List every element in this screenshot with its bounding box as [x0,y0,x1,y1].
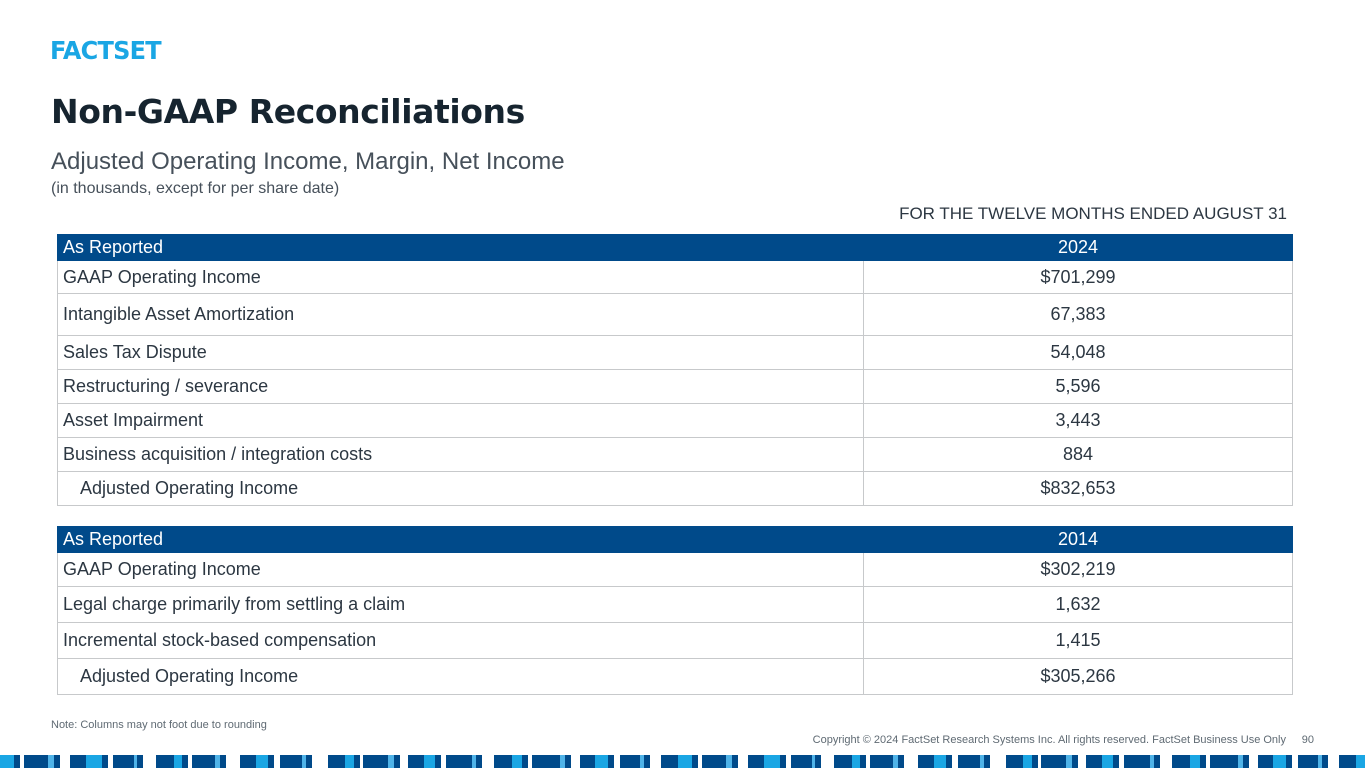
row-value: 884 [864,438,1293,472]
footer-stripe-segment [215,755,220,768]
row-value: 1,632 [864,587,1293,623]
row-value: $832,653 [864,472,1293,506]
rounding-note: Note: Columns may not foot due to rounding [51,719,267,731]
footer-stripe-segment [400,755,408,768]
row-value: 54,048 [864,336,1293,370]
table-header-row [58,527,1293,553]
table-row [58,553,1293,587]
footer-stripe-segment [256,755,268,768]
footer-stripe-segment [1328,755,1339,768]
page-title: Non-GAAP Reconciliations [51,92,525,131]
table-row [58,370,1293,404]
footer-stripe-bar [0,755,1365,768]
footer-stripe-segment [274,755,280,768]
row-label: Intangible Asset Amortization [58,294,864,336]
row-label: Legal charge primarily from settling a claim [58,587,864,623]
row-label: GAAP Operating Income [58,261,864,294]
table-row [58,294,1293,336]
footer-stripe-segment [1038,755,1041,768]
row-label: Business acquisition / integration costs [58,438,864,472]
footer-stripe-segment [345,755,354,768]
row-label: Asset Impairment [58,404,864,438]
period-label: FOR THE TWELVE MONTHS ENDED AUGUST 31 [899,204,1287,223]
row-label: Restructuring / severance [58,370,864,404]
footer-stripe-segment [360,755,363,768]
footer-stripe-segment [1102,755,1113,768]
footer-stripe-segment [472,755,476,768]
footer-stripe-segment [302,755,306,768]
footer-stripe-segment [86,755,102,768]
footer-stripe-segment [1160,755,1172,768]
footer-stripe-segment [1273,755,1286,768]
row-value: 67,383 [864,294,1293,336]
footer-stripe-segment [738,755,748,768]
table-header-row [58,235,1293,261]
header-year: 2024 [864,235,1293,261]
reconciliation-table-2024 [57,234,1293,506]
footer-stripe-segment [560,755,565,768]
footer-stripe-segment [1119,755,1124,768]
footer-stripe-segment [108,755,113,768]
footer-stripe-segment [424,755,435,768]
footer-stripe-segment [934,755,946,768]
factset-logo: FACTSET [50,36,161,65]
footer-stripe-segment [388,755,394,768]
table-row [58,587,1293,623]
row-label: Adjusted Operating Income [58,659,864,695]
footer-stripe-segment [786,755,791,768]
footer-stripe-segment [571,755,580,768]
row-value: 5,596 [864,370,1293,404]
footer-stripe-segment [980,755,984,768]
footer-stripe-segment [512,755,522,768]
footer-stripe-segment [482,755,494,768]
footer-stripe-segment [1190,755,1200,768]
table-row [58,261,1293,294]
footer-stripe-segment [48,755,54,768]
footer-stripe-segment [312,755,328,768]
row-label: Incremental stock-based compensation [58,623,864,659]
footer-stripe-segment [852,755,860,768]
footer-stripe-segment [134,755,137,768]
table-row [58,404,1293,438]
footer-stripe-segment [1078,755,1086,768]
footer-stripe-segment [1249,755,1258,768]
row-label: Adjusted Operating Income [58,472,864,506]
footer-stripe-segment [866,755,870,768]
footer-stripe-segment [1238,755,1243,768]
footer-stripe-segment [174,755,182,768]
footer-stripe-segment [698,755,702,768]
footer-stripe-segment [1206,755,1210,768]
footer-stripe-segment [226,755,240,768]
footer-stripe-segment [143,755,156,768]
row-value: $302,219 [864,553,1293,587]
header-year: 2014 [864,527,1293,553]
header-label: As Reported [58,527,864,553]
footer-stripe-segment [20,755,24,768]
footer-stripe-segment [1023,755,1032,768]
footer-stripe-segment [1356,755,1365,768]
footer-stripe-segment [650,755,661,768]
row-label: Sales Tax Dispute [58,336,864,370]
footer-stripe-segment [0,755,14,768]
units-note: (in thousands, except for per share date) [51,180,340,197]
table-row [58,623,1293,659]
header-label: As Reported [58,235,864,261]
footer-stripe-segment [614,755,620,768]
footer-stripe-segment [678,755,692,768]
table-row [58,336,1293,370]
page-subtitle: Adjusted Operating Income, Margin, Net Income [51,148,565,175]
row-label: GAAP Operating Income [58,553,864,587]
total-row [58,472,1293,506]
footer-stripe-segment [1292,755,1298,768]
footer-stripe-segment [812,755,815,768]
footer-stripe-segment [893,755,898,768]
footer-stripe-segment [904,755,918,768]
footer-stripe-segment [640,755,644,768]
footer-stripe-segment [821,755,834,768]
row-value: $701,299 [864,261,1293,294]
footer-stripe-segment [1150,755,1154,768]
footer-stripe-segment [60,755,70,768]
table-row [58,438,1293,472]
footer-stripe-segment [528,755,532,768]
copyright-text: Copyright © 2024 FactSet Research Systems Inc. All rights reserved. FactSet Business Use Only [812,734,1286,746]
footer-stripe-segment [595,755,608,768]
footer-stripe-segment [441,755,446,768]
footer-stripe-segment [1066,755,1072,768]
footer-stripe-segment [952,755,958,768]
footer-stripe-segment [764,755,780,768]
row-value: $305,266 [864,659,1293,695]
footer-stripe-segment [726,755,732,768]
total-row [58,659,1293,695]
row-value: 3,443 [864,404,1293,438]
footer-stripe-segment [990,755,1006,768]
page-number: 90 [1301,734,1314,746]
reconciliation-table-2014 [57,526,1293,695]
footer-stripe-segment [188,755,192,768]
footer-stripe-segment [1318,755,1322,768]
row-value: 1,415 [864,623,1293,659]
